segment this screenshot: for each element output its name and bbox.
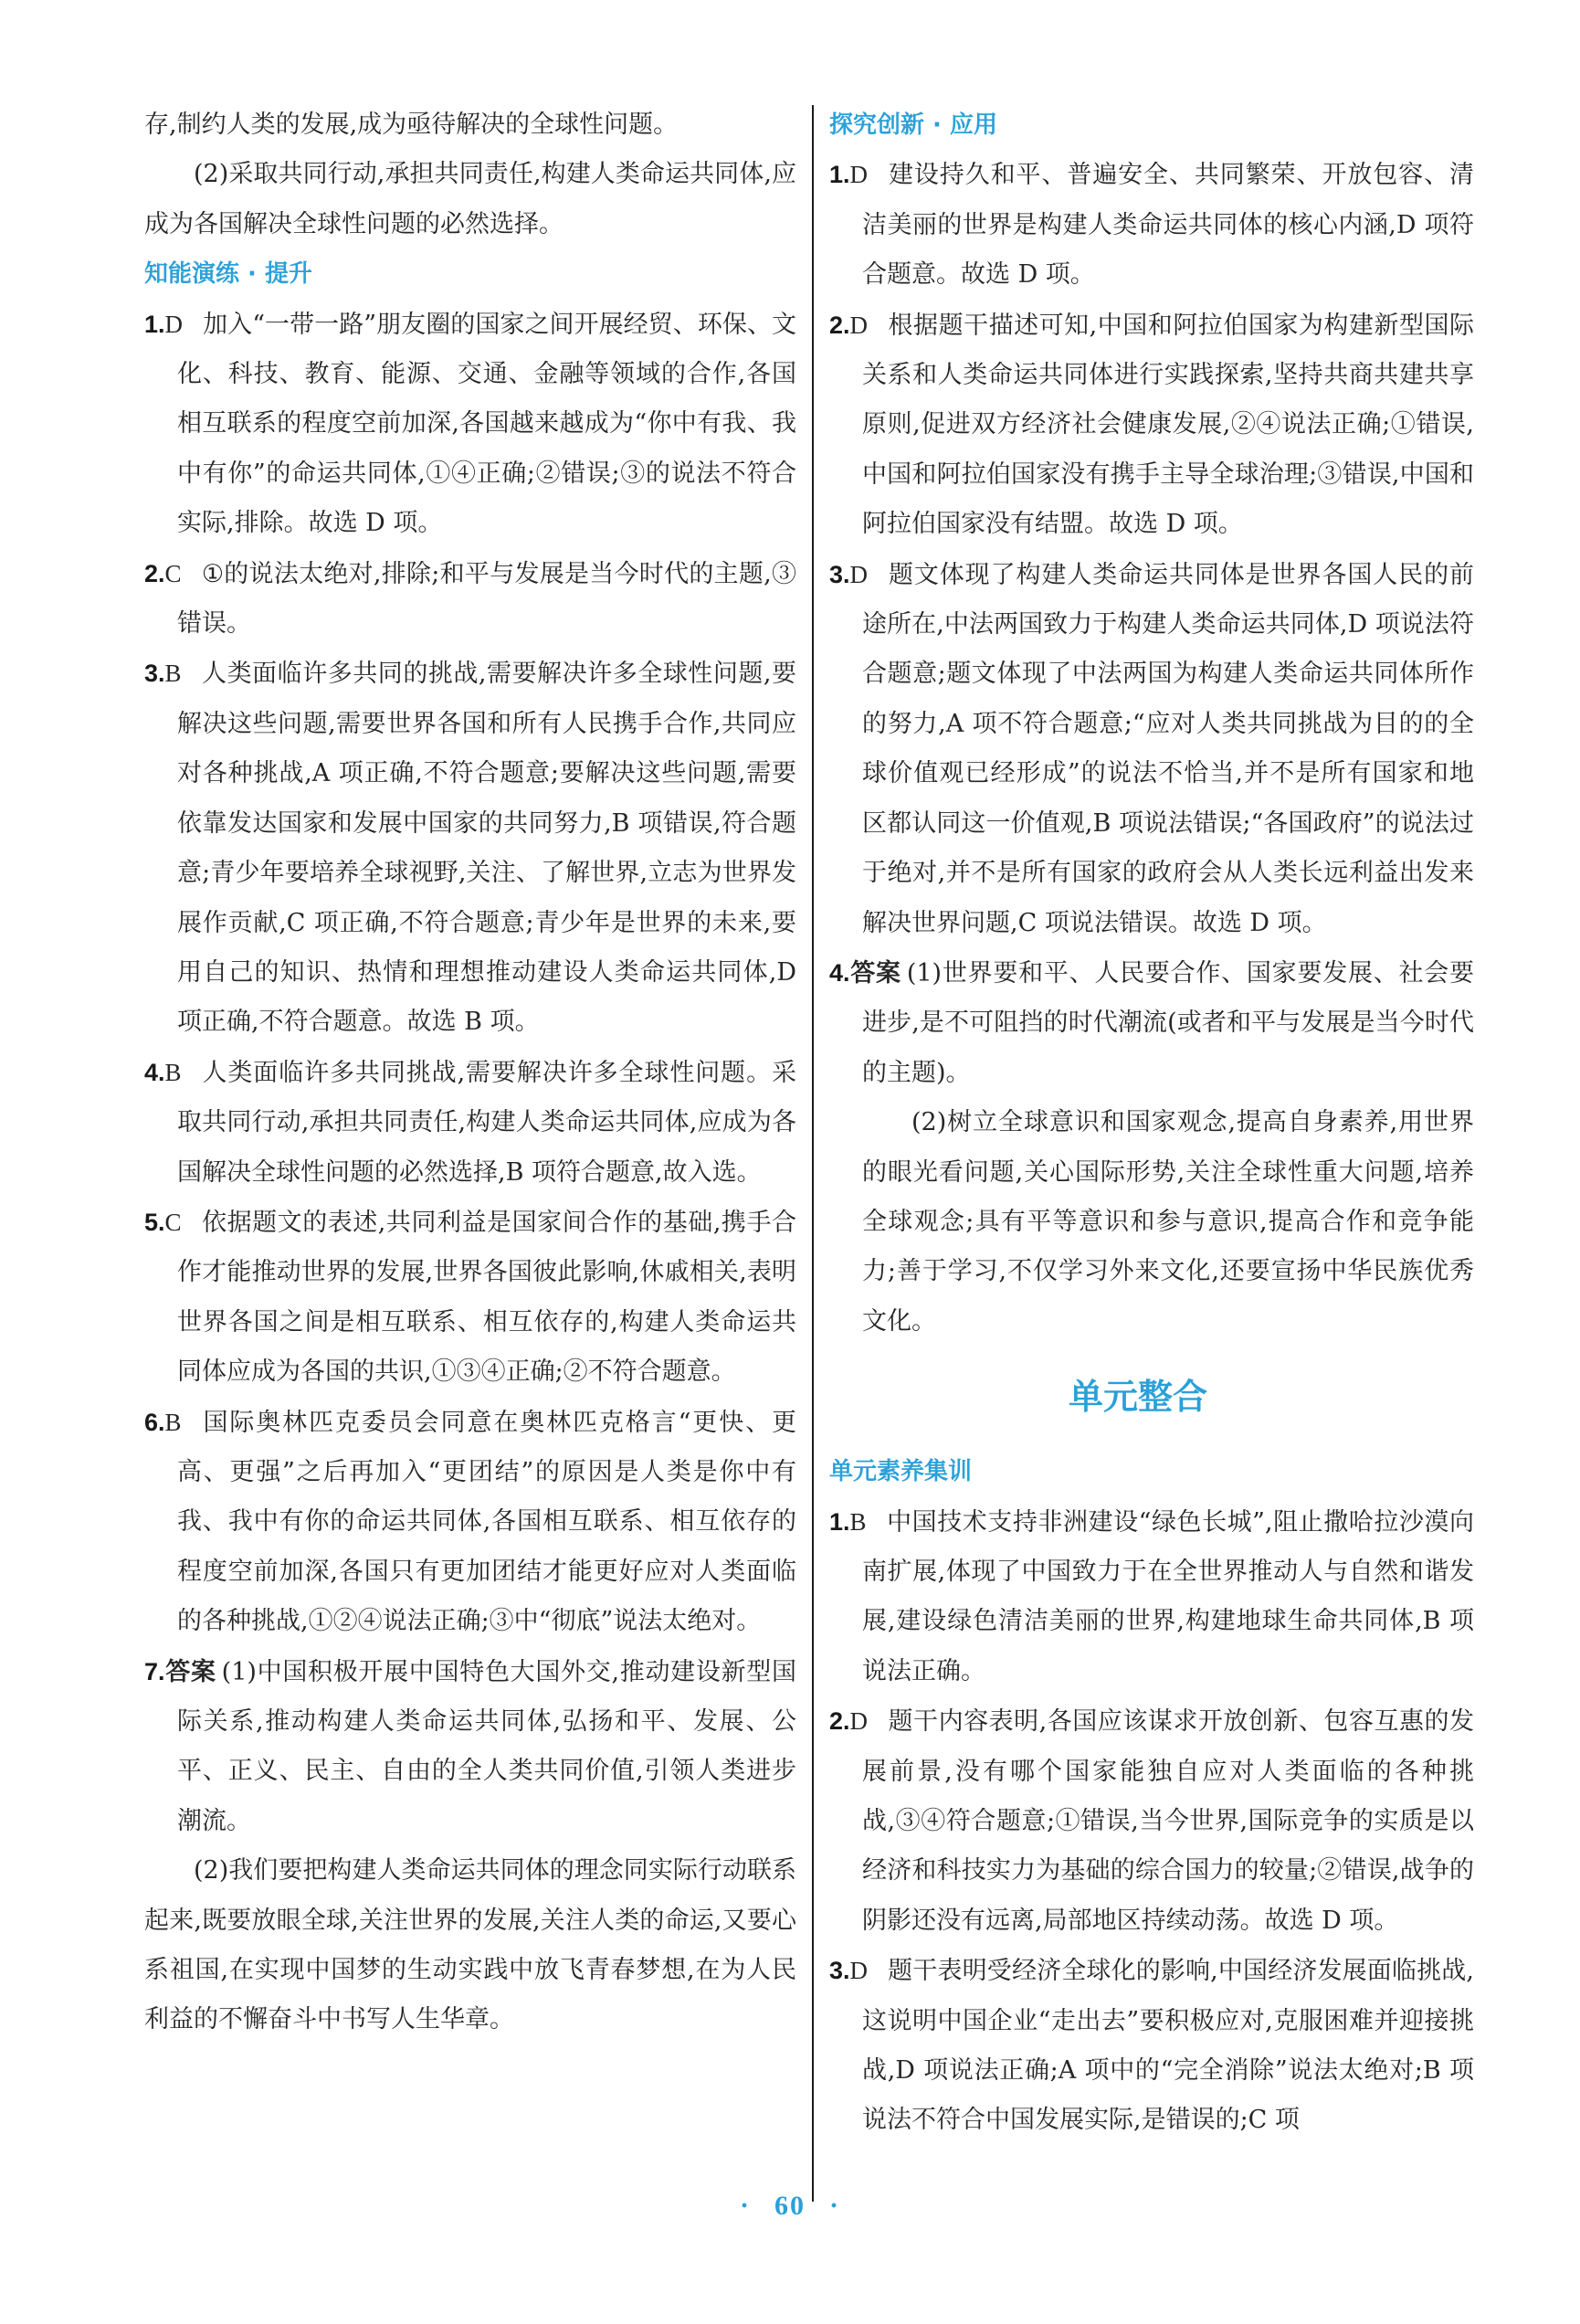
page-number-dot-right: · bbox=[829, 2191, 841, 2221]
answer-item: 1.B 中国技术支持非洲建设“绿色长城”,阻止撒哈拉沙漠向南扩展,体现了中国致力于在全世界推动人与自然和谐发展,建设绿色清洁美丽的世界,构建地球生命共同体,B 项说法正确。 bbox=[829, 1507, 1474, 1685]
answer-item: 1.D 加入“一带一路”朋友圈的国家之间开展经贸、环保、文化、科技、教育、能源、交通、金融等领域的合作,各国相互联系的程度空前加深,各国越来越成为“你中有我、我中有你”的命运共同体,①④正确;②错误;③的说法不符合实际,排除。故选 D 项。 bbox=[144, 310, 796, 538]
intro-line: 存,制约人类的发展,成为亟待解决的全球性问题。 bbox=[144, 111, 679, 139]
page-number bbox=[0, 2191, 1580, 2222]
intro-paragraph: (2)采取共同行动,承担共同责任,构建人类命运共同体,应成为各国解决全球性问题的必然选择。 bbox=[144, 160, 796, 238]
right-column bbox=[829, 100, 1474, 2146]
section-heading-practice: 知能演练 · 提升 bbox=[144, 260, 312, 289]
answer-item: 1.D 建设持久和平、普遍安全、共同繁荣、开放包容、清洁美丽的世界是构建人类命运共同体的核心内涵,D 项符合题意。故选 D 项。 bbox=[829, 161, 1474, 290]
answer-item: 3.B 人类面临许多共同的挑战,需要解决许多全球性问题,要解决这些问题,需要世界各国和所有人民携手合作,共同应对各种挑战,A 项正确,不符合题意;要解决这些问题,需要依靠发达国家和发展中国家的共同努力,B 项错误,符合题意;青少年要培养全球视野,关注、了解世界,立志为世界发展作贡献,C 项正确,不符合题意;青少年是世界的未来,要用自己的知识、热情和理想推动建设人类命运共同体,D 项正确,不符合题意。故选 B 项。 bbox=[144, 660, 796, 1037]
answer-item-essay: 7.答案 (1)中国积极开展中国特色大国外交,推动建设新型国际关系,推动构建人类命运共同体,弘扬和平、发展、公平、正义、民主、自由的全人类共同价值,引领人类进步潮流。 bbox=[144, 1657, 797, 1835]
page-number-value: 60 bbox=[774, 2191, 806, 2221]
answer-item: 6.B 国际奥林匹克委员会同意在奥林匹克格言“更快、更高、更强”之后再加入“更团结”的原因是人类是你中有我、我中有你的命运共同体,各国相互联系、相互依存的程度空前加深,各国只有更加团结才能更好应对人类面临的各种挑战,①②④说法正确;③中“彻底”说法太绝对。 bbox=[144, 1408, 796, 1636]
answer-item: 2.C ①的说法太绝对,排除;和平与发展是当今时代的主题,③错误。 bbox=[144, 559, 796, 639]
essay-part-2: (2)我们要把构建人类命运共同体的理念同实际行动联系起来,既要放眼全球,关注世界的发展,关注人类的命运,又要心系祖国,在实现中国梦的生动实践中放飞青春梦想,在为人民利益的不懈奋斗中书写人生华章。 bbox=[144, 1856, 796, 2034]
answer-item: 3.D 题文体现了构建人类命运共同体是世界各国人民的前途所在,中法两国致力于构建人类命运共同体,D 项说法符合题意;题文体现了中法两国为构建人类命运共同体所作的努力,A 项不符合题意;“应对人类共同挑战为目的的全球价值观已经形成”的说法不恰当,并不是所有国家和地区都认同这一价值观,B 项说法错误;“各国政府”的说法过于绝对,并不是所有国家的政府会从人类长远利益出发来解决世界问题,C 项说法错误。故选 D 项。 bbox=[829, 560, 1474, 937]
page-number-dot-left: · bbox=[739, 2191, 751, 2221]
answer-item-essay: 4.答案 (1)世界要和平、人民要合作、国家要发展、社会要进步,是不可阻挡的时代潮流(或者和平与发展是当今时代的主题)。 bbox=[829, 958, 1474, 1087]
unit-title: 单元整合 bbox=[1068, 1377, 1207, 1418]
essay-part-2: (2)树立全球意识和国家观念,提高自身素养,用世界的眼光看问题,关心国际形势,关注全球性重大问题,培养全球观念;具有平等意识和参与意识,提高合作和竞争能力;善于学习,不仅学习外来文化,还要宣扬中华民族优秀文化。 bbox=[862, 1108, 1474, 1336]
section-heading-explore: 探究创新 · 应用 bbox=[829, 111, 997, 139]
section-heading-unit: 单元素养集训 bbox=[829, 1458, 973, 1486]
column-divider bbox=[812, 105, 814, 2202]
answer-item: 4.B 人类面临许多共同挑战,需要解决许多全球性问题。采取共同行动,承担共同责任,构建人类命运共同体,应成为各国解决全球性问题的必然选择,B 项符合题意,故入选。 bbox=[144, 1058, 796, 1187]
answer-item: 2.D 根据题干描述可知,中国和阿拉伯国家为构建新型国际关系和人类命运共同体进行实践探索,坚持共商共建共享原则,促进双方经济社会健康发展,②④说法正确;①错误,中国和阿拉伯国家没有携手主导全球治理;③错误,中国和阿拉伯国家没有结盟。故选 D 项。 bbox=[829, 311, 1474, 539]
answer-item: 3.D 题干表明受经济全球化的影响,中国经济发展面临挑战,这说明中国企业“走出去”要积极应对,克服困难并迎接挑战,D 项说法正确;A 项中的“完全消除”说法太绝对;B 项说法不符合中国发展实际,是错误的;C 项 bbox=[829, 1957, 1474, 2135]
answer-item: 2.D 题干内容表明,各国应该谋求开放创新、包容互惠的发展前景,没有哪个国家能独自应对人类面临的各种挑战,③④符合题意;①错误,当今世界,国际竞争的实质是以经济和科技实力为基础的综合国力的较量;②错误,战争的阴影还没有远离,局部地区持续动荡。故选 D 项。 bbox=[829, 1707, 1474, 1935]
left-column bbox=[144, 100, 796, 2045]
answer-item: 5.C 依据题文的表述,共同利益是国家间合作的基础,携手合作才能推动世界的发展,世界各国彼此影响,休戚相关,表明世界各国之间是相互联系、相互依存的,构建人类命运共同体应成为各国的共识,①③④正确;②不符合题意。 bbox=[144, 1208, 796, 1387]
